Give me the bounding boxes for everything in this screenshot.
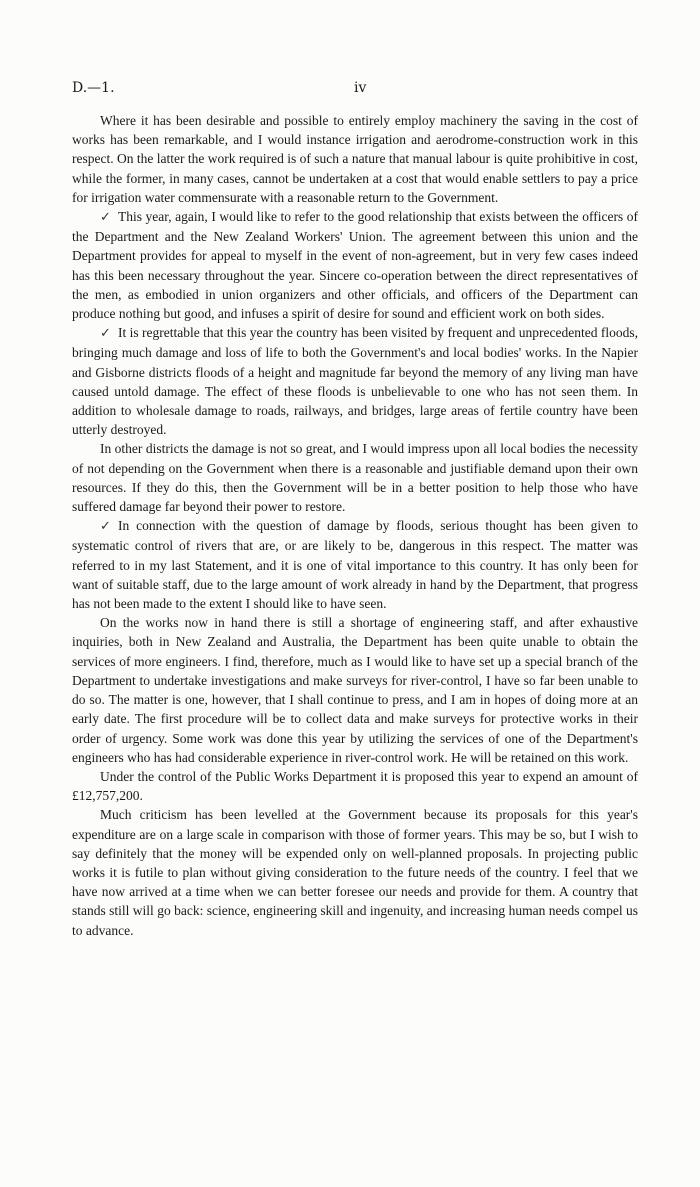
document-reference: D.—1. xyxy=(72,80,115,96)
paragraph-text: In connection with the question of damage by floods, serious thought has been given to systematic control of rivers that are, or are likely to be, dangerous in this respect. The matter was referred to in my last Statement, and it is one of vital importance to this country. It has only been for want of suitable staff, due to the large amount of work already in hand by the Department, that progress has not been made to the extent I should like to have seen. xyxy=(72,518,638,612)
paragraph-text: Under the control of the Public Works Department it is proposed this year to expend an amount of £12,757,200. xyxy=(72,768,638,804)
check-mark-icon: ✓ xyxy=(100,519,111,535)
paragraph-floods xyxy=(72,323,638,439)
paragraph-text: In other districts the damage is not so great, and I would impress upon all local bodies the necessity of not depending on the Government when there is a reasonable and justifiable demand upon their own resources. If they do this, then the Government will be in a better position to help those who have suffered damage far beyond their power to restore. xyxy=(72,441,638,515)
page-header xyxy=(72,80,638,102)
paragraph-union xyxy=(72,207,638,323)
paragraph-staff-shortage xyxy=(72,613,638,767)
paragraph-text: This year, again, I would like to refer to the good relationship that exists between the officers of the Department and the New Zealand Workers' Union. The agreement between this union and the Department provides for appeal to myself in the event of non-agreement, but in very few cases indeed has this been necessary throughout the year. Sincere co-operation between the direct representatives of the men, as embodied in union organizers and other officials, and officers of the Department can produce nothing but good, and infuses a spirit of desire for sound and efficient work on both sides. xyxy=(72,209,638,322)
paragraph-text: Much criticism has been levelled at the Government because its proposals for this year's expenditure are on a large scale in comparison with those of former years. This may be so, but I wish to say definitely that the money will be expended only on well-planned proposals. In projecting public works it is futile to plan without giving consideration to the future needs of the country. I feel that we have now arrived at a time when we can better foresee our needs and provide for them. A country that stands still will go back: science, engineering skill and ingenuity, and increasing human needs compel us to advance. xyxy=(72,807,638,938)
document-body xyxy=(72,111,638,940)
page-number: iv xyxy=(354,80,367,96)
check-mark-icon: ✓ xyxy=(100,326,111,342)
paragraph-text: On the works now in hand there is still a shortage of engineering staff, and after exhaustive inquiries, both in New Zealand and Australia, the Department has been quite unable to obtain the services of more engineers. I find, therefore, much as I would like to have set up a special branch of the Department to undertake investigations and make surveys for river-control, I have so far been unable to do so. The matter is one, however, that I shall continue to press, and I am in hopes of doing more at an early date. The first procedure will be to collect data and make surveys for protective works in their order of urgency. Some work was done this year by utilizing the services of one of the Department's engineers who has had considerable experience in river-control work. He will be retained on this work. xyxy=(72,615,638,765)
paragraph-criticism xyxy=(72,805,638,939)
paragraph-other-districts xyxy=(72,439,638,516)
paragraph-river-control xyxy=(72,516,638,613)
check-mark-icon: ✓ xyxy=(100,210,111,226)
paragraph-text: Where it has been desirable and possible to entirely employ machinery the saving in the cost of works has been remarkable, and I would instance irrigation and aerodrome-construction work in this respect. On the latter the work required is of such a nature that manual labour is quite prohibitive in cost, while the former, in many cases, cannot be undertaken at a cost that would enable settlers to pay a price for irrigation water commensurate with a reasonable return to the Government. xyxy=(72,113,638,205)
paragraph-machinery xyxy=(72,111,638,207)
paragraph-expenditure xyxy=(72,767,638,805)
paragraph-text: It is regrettable that this year the country has been visited by frequent and unprecedented floods, bringing much damage and loss of life to both the Government's and local bodies' works. In the Napier and Gisborne districts floods of a height and magnitude far beyond the memory of any living man have caused untold damage. The effect of these floods is unbelievable to one who has not seen them. In addition to wholesale damage to roads, railways, and bridges, large areas of fertile country have been utterly destroyed. xyxy=(72,325,638,438)
